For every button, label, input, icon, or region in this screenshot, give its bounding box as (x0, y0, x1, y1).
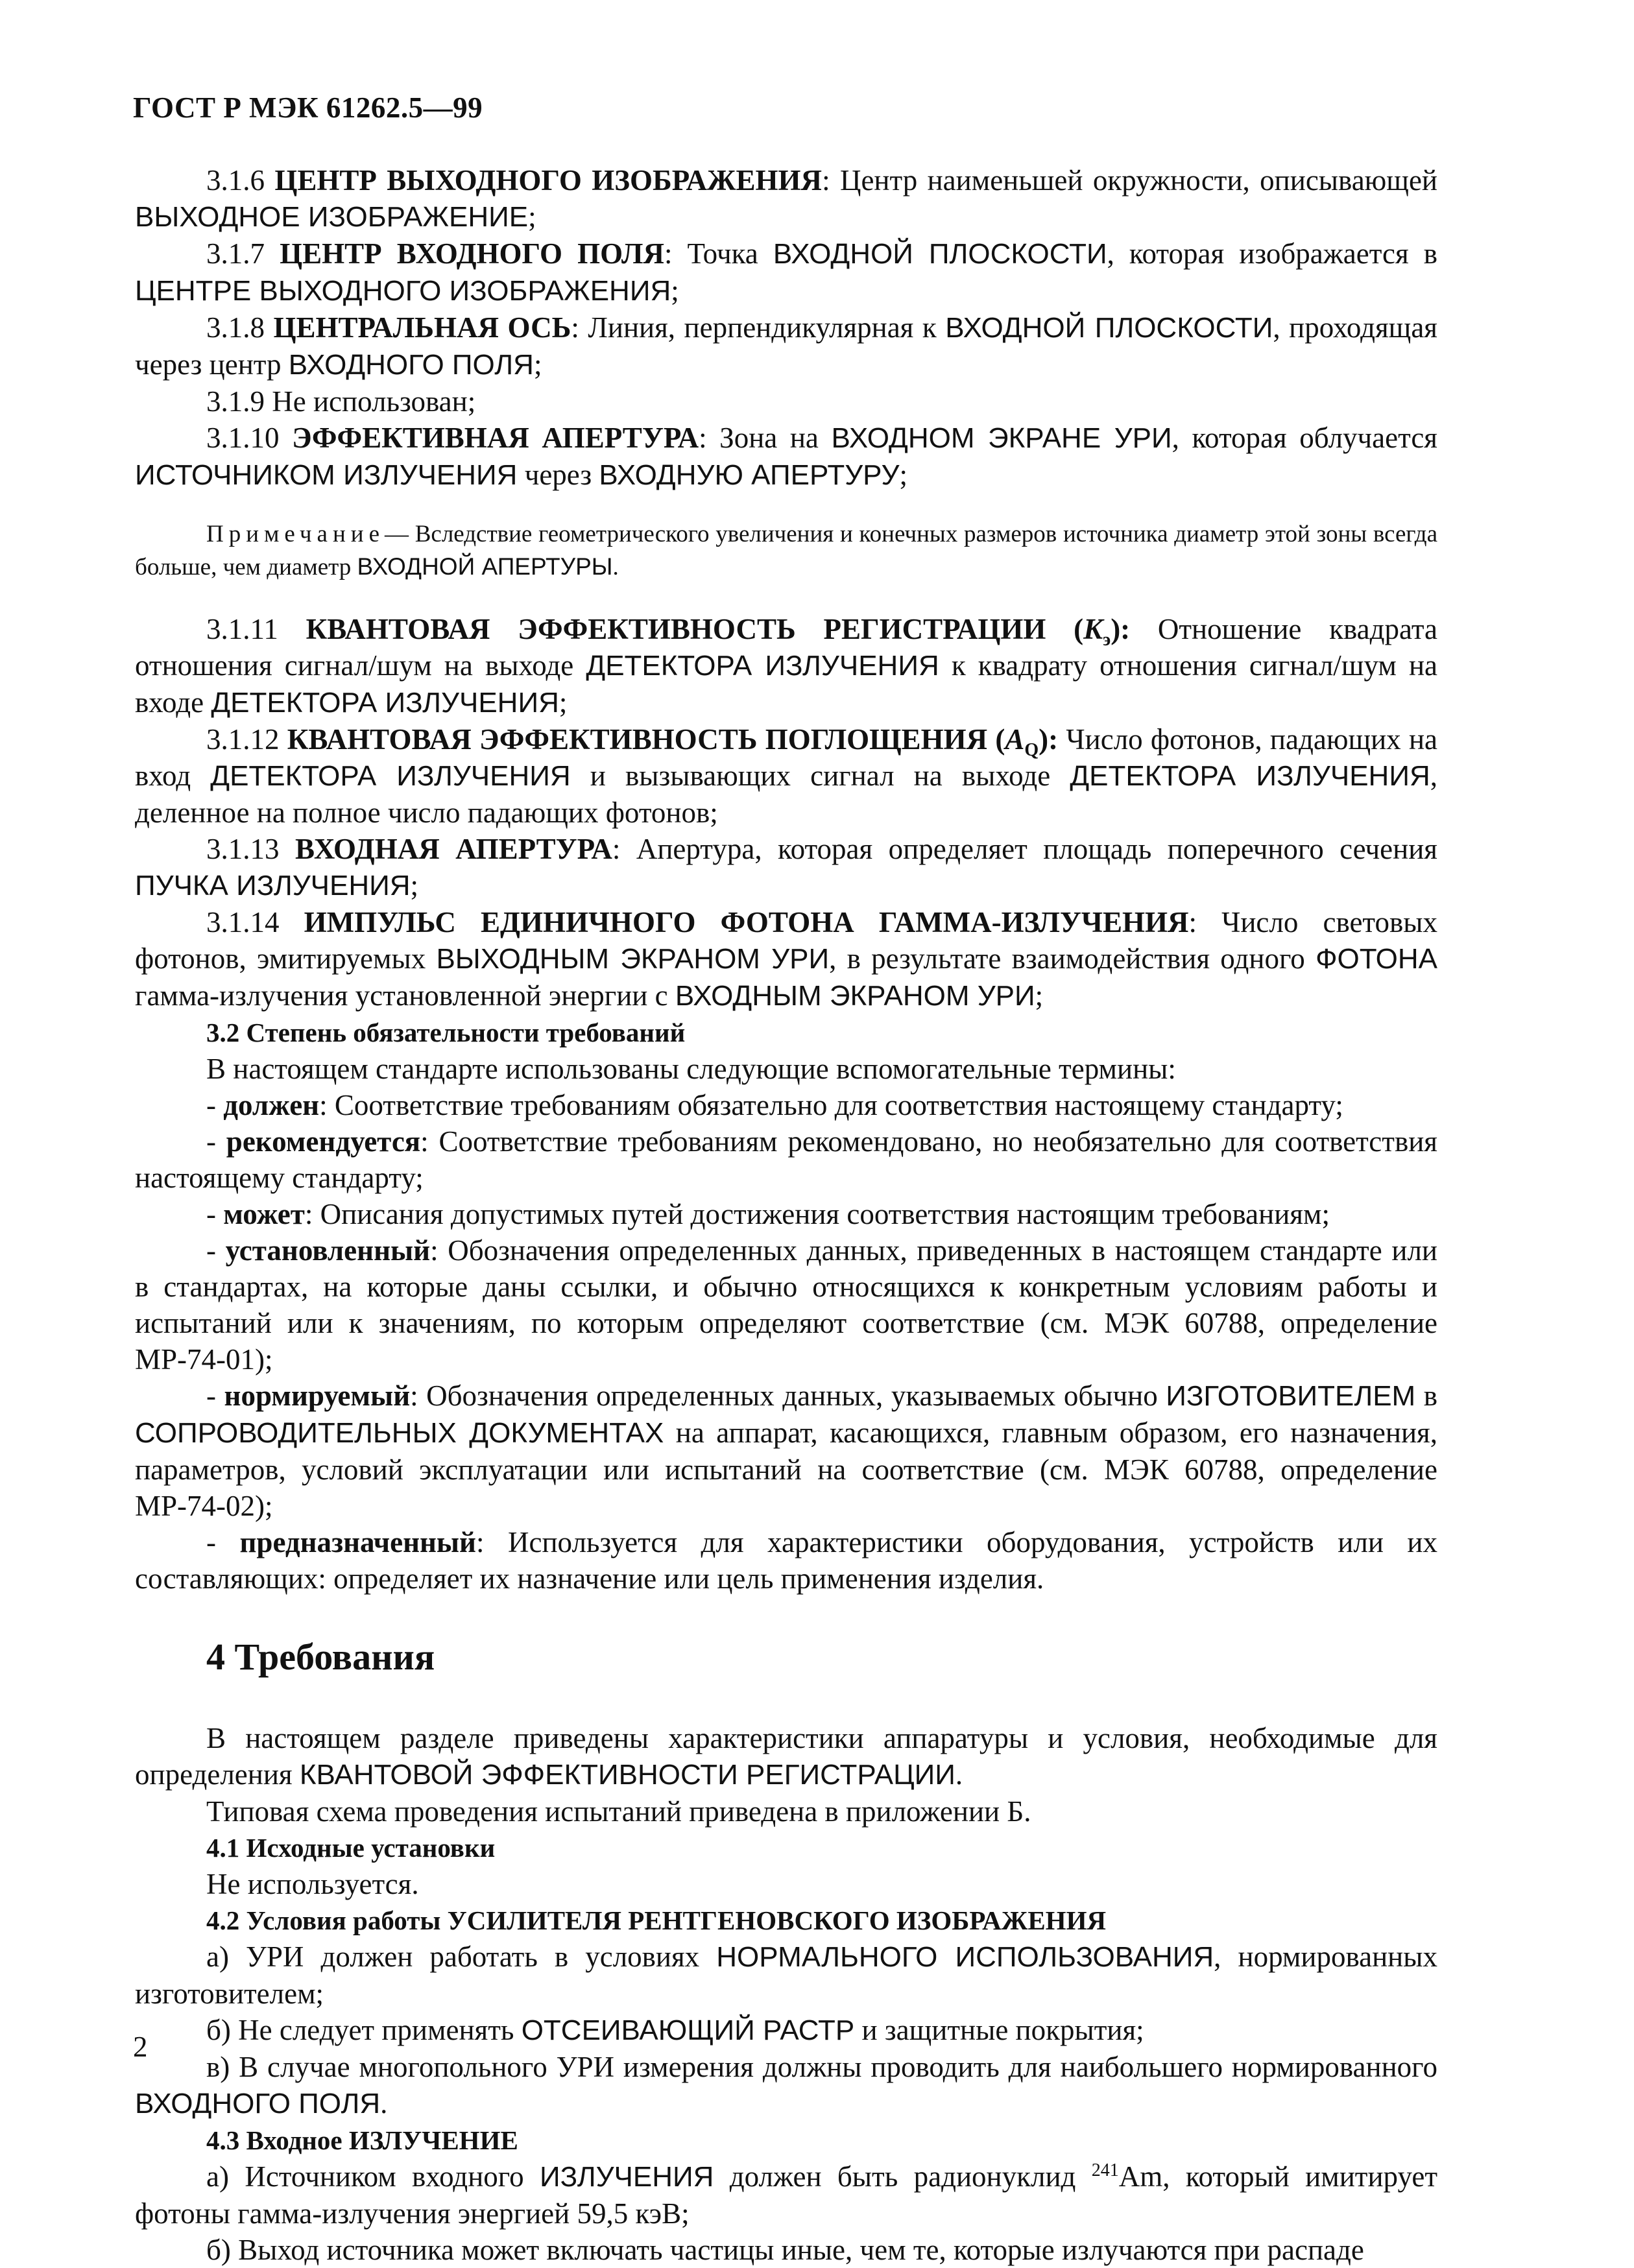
item-4-2-c: в) В случае многопольного УРИ измерения должны проводить для наибольшего нормированного ВХОДНОГО ПОЛЯ. (135, 2051, 1437, 2119)
item-4-3-a: а) Источником входного ИЗЛУЧЕНИЯ должен быть радионуклид $^{241}$Am, который имитирует фотоны гамма-излучения энергией 59,5 кэВ; (135, 2160, 1437, 2230)
definition-3-1-8: 3.1.8 ЦЕНТРАЛЬНАЯ ОСЬ: Линия, перпендикулярная к ВХОДНОЙ ПЛОСКОСТИ, проходящая через центр ВХОДНОГО ПОЛЯ; (135, 311, 1438, 381)
term-item-recommended: - рекомендуется: Соответствие требованиям рекомендовано, но необязательно для соответствия настоящему стандарту; (135, 1125, 1437, 1194)
term-item-specified: - установленный: Обозначения определенных данных, приведенных в настоящем стандарте или в стандартах, на которые даны ссылки, и обычно относящихся к конкретным условиям работы и испытаний или к значениям, по которым определяют соответствие (см. МЭК 60788, определение МР-74-01); (135, 1234, 1437, 1376)
term: ЭФФЕКТИВНАЯ АПЕРТУРА (292, 422, 699, 454)
subsection-4-3-title: 4.3 Входное ИЗЛУЧЕНИЕ (206, 2125, 518, 2155)
section-4-heading: 4 Требования (206, 1636, 435, 1678)
item-4-2-b: б) Не следует применять ОТСЕИВАЮЩИЙ РАСТР и защитные покрытия; (206, 2014, 1144, 2046)
definition-3-1-9: 3.1.9 Не использован; (206, 385, 476, 418)
page-number: 2 (133, 2031, 148, 2063)
term: ИМПУЛЬС ЕДИНИЧНОГО ФОТОНА ГАММА-ИЗЛУЧЕНИЯ (304, 906, 1189, 938)
item-4-2-a: а) УРИ должен работать в условиях НОРМАЛЬНОГО ИСПОЛЬЗОВАНИЯ, нормированных изготовителем; (135, 1940, 1437, 2010)
section-4-intro: В настоящем разделе приведены характеристики аппаратуры и условия, необходимые для определения КВАНТОВОЙ ЭФФЕКТИВНОСТИ РЕГИСТРАЦИИ. (135, 1722, 1437, 1791)
term: ЦЕНТР ВХОДНОГО ПОЛЯ (280, 237, 664, 270)
definition-3-1-6: 3.1.6 ЦЕНТР ВЫХОДНОГО ИЗОБРАЖЕНИЯ: Центр наименьшей окружности, описывающей ВЫХОДНОЕ ИЗОБРАЖЕНИЕ; (135, 164, 1437, 233)
document-body (135, 162, 1437, 2268)
note: Примечание— Вследствие геометрического увеличения и конечных размеров источника диаметр этой зоны всегда больше, чем диаметр ВХОДНОЙ АПЕРТУРЫ. (135, 521, 1437, 580)
definition-3-1-11: 3.1.11 КВАНТОВАЯ ЭФФЕКТИВНОСТЬ РЕГИСТРАЦИИ $(K_э)$: Отношение квадрата отношения сигнал/шум на выходе ДЕТЕКТОРА ИЗЛУЧЕНИЯ к квадрату отношения сигнал/шум на входе ДЕТЕКТОРА ИЗЛУЧЕНИЯ; (135, 613, 1438, 719)
term-item-may: - может: Описания допустимых путей достижения соответствия настоящим требованиям; (206, 1198, 1330, 1230)
section-4-scheme-note: Типовая схема проведения испытаний приведена в приложении Б. (206, 1795, 1031, 1828)
term: ЦЕНТР ВЫХОДНОГО ИЗОБРАЖЕНИЯ (274, 164, 823, 197)
term: КВАНТОВАЯ ЭФФЕКТИВНОСТЬ ПОГЛОЩЕНИЯ ( (287, 723, 1005, 756)
note-label: Примечание (206, 521, 385, 547)
item-4-3-b: б) Выход источника может включать частицы иные, чем те, которые излучаются при распаде (206, 2234, 1364, 2266)
definition-3-1-10: 3.1.10 ЭФФЕКТИВНАЯ АПЕРТУРА: Зона на ВХОДНОМ ЭКРАНЕ УРИ, которая облучается ИСТОЧНИКОМ ИЗЛУЧЕНИЯ через ВХОДНУЮ АПЕРТУРУ; (135, 422, 1437, 491)
definition-3-1-12: 3.1.12 КВАНТОВАЯ ЭФФЕКТИВНОСТЬ ПОГЛОЩЕНИЯ $(A_Q)$: Число фотонов, падающих на вход ДЕТЕКТОРА ИЗЛУЧЕНИЯ и вызывающих сигнал на выходе ДЕТЕКТОРА ИЗЛУЧЕНИЯ, деленное на полное число падающих фотонов; (135, 723, 1438, 829)
subsection-4-1-text: Не используется. (206, 1868, 419, 1900)
term-item-intended: - предназначенный: Используется для характеристики оборудования, устройств или их составляющих: определяет их назначение или цель применения изделия. (135, 1526, 1437, 1595)
term-item-shall: - должен: Соответствие требованиям обязательно для соответствия настоящему стандарту; (206, 1089, 1343, 1121)
document-header: ГОСТ Р МЭК 61262.5—99 (133, 91, 483, 124)
subsection-4-2-title: 4.2 Условия работы УСИЛИТЕЛЯ РЕНТГЕНОВСКОГО ИЗОБРАЖЕНИЯ (206, 1905, 1107, 1935)
term: КВАНТОВАЯ ЭФФЕКТИВНОСТЬ РЕГИСТРАЦИИ ( (306, 613, 1084, 645)
subsection-3-2-title: 3.2 Степень обязательности требований (206, 1018, 686, 1047)
term: ЦЕНТРАЛЬНАЯ ОСЬ (273, 311, 571, 344)
definition-3-1-7: 3.1.7 ЦЕНТР ВХОДНОГО ПОЛЯ: Точка ВХОДНОЙ ПЛОСКОСТИ, которая изображается в ЦЕНТРЕ ВЫХОДНОГО ИЗОБРАЖЕНИЯ; (135, 237, 1437, 307)
definition-3-1-13: 3.1.13 ВХОДНАЯ АПЕРТУРА: Апертура, которая определяет площадь поперечного сечения ПУЧКА ИЗЛУЧЕНИЯ; (135, 833, 1438, 901)
subsection-3-2-intro: В настоящем стандарте использованы следующие вспомогательные термины: (206, 1053, 1176, 1085)
definition-3-1-14: 3.1.14 ИМПУЛЬС ЕДИНИЧНОГО ФОТОНА ГАММА-ИЗЛУЧЕНИЯ: Число световых фотонов, эмитируемых ВЫХОДНЫМ ЭКРАНОМ УРИ, в результате взаимодействия одного ФОТОНА гамма-излучения установленной энергии с ВХОДНЫМ ЭКРАНОМ УРИ; (135, 906, 1437, 1012)
subsection-4-1-title: 4.1 Исходные установки (206, 1833, 496, 1863)
term: ВХОДНАЯ АПЕРТУРА (294, 833, 612, 865)
term-item-normalized: - нормируемый: Обозначения определенных данных, указываемых обычно ИЗГОТОВИТЕЛЕМ в СОПРОВОДИТЕЛЬНЫХ ДОКУМЕНТАХ на аппарат, касающихся, главным образом, его назначения, параметров, условий эксплуатации или испытаний на соответствие (см. МЭК 60788, определение МР-74-02); (135, 1379, 1438, 1522)
